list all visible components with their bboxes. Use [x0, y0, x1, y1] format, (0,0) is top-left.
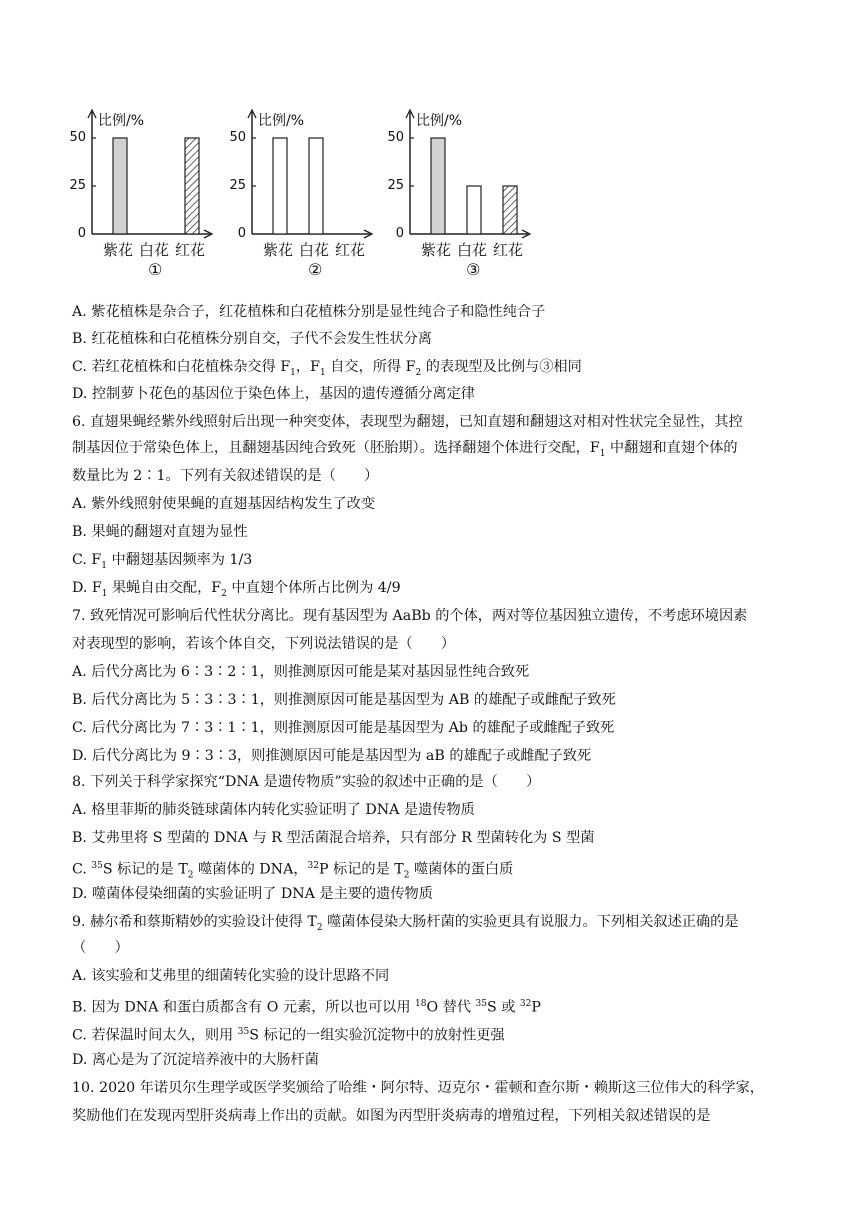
text-line: A. 紫外线照射使果蝇的直翅基因结构发生了改变	[72, 496, 376, 512]
category-label: 红花	[493, 241, 524, 259]
y-axis-label: 比例/%	[258, 113, 305, 129]
category-label: 紫花	[103, 241, 134, 259]
text-line: C. 若红花植株和白花植株杂交得 $F_1$，$F_1$ 自交，所得 $F_2$ 的表现型及比例与③相同	[72, 359, 582, 378]
category-label: 红花	[335, 241, 366, 259]
text-line: 7. 致死情况可影响后代性状分离比。现有基因型为 AaBb 的个体，两对等位基因独立遗传，不考虑环境因素	[72, 608, 748, 624]
text-line: 10. 2020 年诺贝尔生理学或医学奖颁给了哈维・阿尔特、迈克尔・霍顿和查尔斯・赖斯这三位伟大的科学家，	[72, 1080, 764, 1096]
text-line: C. 后代分离比为 7∶3∶1∶1，则推测原因可能是基因型为 Ab 的雄配子或雌配子致死	[72, 720, 615, 736]
text-line: 8. 下列关于科学家探究“DNA 是遗传物质”实验的叙述中正确的是（ ）	[72, 774, 541, 790]
y-axis-label: 比例/%	[98, 113, 145, 129]
text-line: C. 若保温时间太久，则用 $^{35}$S 标记的一组实验沉淀物中的放射性更强	[72, 1027, 505, 1044]
category-label: 紫花	[263, 241, 294, 259]
bar-紫花	[113, 138, 127, 234]
category-label: 白花	[457, 241, 488, 259]
y-tick-label: 25	[229, 178, 246, 193]
chart-1	[60, 104, 230, 294]
category-label: 白花	[299, 241, 330, 259]
bar-紫花	[431, 138, 445, 234]
text-line: A. 紫花植株是杂合子，红花植株和白花植株分别是显性纯合子和隐性纯合子	[72, 304, 546, 320]
category-label: 红花	[175, 241, 206, 259]
text-line: D. 噬菌体侵染细菌的实验证明了 DNA 是主要的遗传物质	[72, 886, 433, 902]
text-line: A. 格里菲斯的肺炎链球菌体内转化实验证明了 DNA 是遗传物质	[72, 802, 475, 818]
text-line: C. $^{35}$S 标记的是 $T_2$ 噬菌体的 DNA，$^{32}$P 标记的是 $T_2$ 噬菌体的蛋白质	[72, 861, 514, 881]
category-label: 白花	[139, 241, 170, 259]
chart-svg	[220, 104, 390, 244]
text-line: 奖励他们在发现丙型肝炎病毒上作出的贡献。如图为丙型肝炎病毒的增殖过程，下列相关叙述错误的是	[72, 1108, 711, 1124]
y-tick-label: 0	[77, 226, 86, 241]
text-line: D. $F_1$ 果蝇自由交配，$F_2$ 中直翅个体所占比例为 4/9	[72, 580, 401, 599]
chart-2	[220, 104, 390, 294]
y-tick-label: 50	[69, 130, 86, 145]
chart-number: ③	[466, 260, 481, 279]
chart-number: ①	[148, 260, 163, 279]
text-line: B. 艾弗里将 S 型菌的 DNA 与 R 型活菌混合培养，只有部分 R 型菌转化为 S 型菌	[72, 830, 595, 846]
text-line: B. 后代分离比为 5∶3∶3∶1，则推测原因可能是基因型为 AB 的雄配子或雌配子致死	[72, 692, 616, 708]
text-line: （ ）	[72, 940, 129, 956]
text-line: 6. 直翅果蝇经紫外线照射后出现一种突变体，表现型为翻翅，已知直翅和翻翅这对相对性状完全显性，其控	[72, 414, 743, 430]
y-axis-label: 比例/%	[416, 113, 463, 129]
text-line: 制基因位于常染色体上，且翻翅基因纯合致死（胚胎期）。选择翻翅个体进行交配，$F_1$ 中翻翅和直翅个体的	[72, 440, 738, 459]
text-line: A. 后代分离比为 6∶3∶2∶1，则推测原因可能是某对基因显性纯合致死	[72, 664, 530, 680]
y-tick-label: 0	[237, 226, 246, 241]
text-line: C. $F_1$ 中翻翅基因频率为 1/3	[72, 552, 253, 571]
chart-svg	[60, 104, 230, 244]
chart-number: ②	[308, 260, 323, 279]
bar-红花	[503, 186, 517, 234]
y-tick-label: 25	[69, 178, 86, 193]
text-line: A. 该实验和艾弗里的细菌转化实验的设计思路不同	[72, 968, 390, 984]
y-tick-label: 25	[387, 178, 404, 193]
text-line: D. 后代分离比为 9∶3∶3，则推测原因可能是基因型为 aB 的雄配子或雌配子致死	[72, 748, 592, 764]
bar-charts-figure	[60, 104, 560, 294]
text-line: B. 果蝇的翻翅对直翅为显性	[72, 524, 248, 540]
text-line: 对表现型的影响，若该个体自交，下列说法错误的是（ ）	[72, 636, 456, 652]
text-line: 9. 赫尔希和蔡斯精妙的实验设计使得 $T_2$ 噬菌体侵染大肠杆菌的实验更具有说服力。下列相关叙述正确的是	[72, 914, 739, 933]
text-line: D. 控制萝卜花色的基因位于染色体上，基因的遗传遵循分离定律	[72, 386, 475, 402]
bar-红花	[185, 138, 199, 234]
text-line: B. 因为 DNA 和蛋白质都含有 O 元素，所以也可以用 $^{18}$O 替代 $^{35}$S 或 $^{32}$P	[72, 999, 541, 1016]
text-line: 数量比为 2∶1。下列有关叙述错误的是（ ）	[72, 468, 379, 484]
y-tick-label: 50	[229, 130, 246, 145]
y-tick-label: 0	[395, 226, 404, 241]
text-line: B. 红花植株和白花植株分别自交，子代不会发生性状分离	[72, 331, 432, 347]
bar-紫花	[273, 138, 287, 234]
bar-白花	[467, 186, 481, 234]
y-tick-label: 50	[387, 130, 404, 145]
text-line: D. 离心是为了沉淀培养液中的大肠杆菌	[72, 1052, 319, 1068]
category-label: 紫花	[421, 241, 452, 259]
bar-白花	[309, 138, 323, 234]
chart-3	[378, 104, 548, 294]
chart-svg	[378, 104, 548, 244]
